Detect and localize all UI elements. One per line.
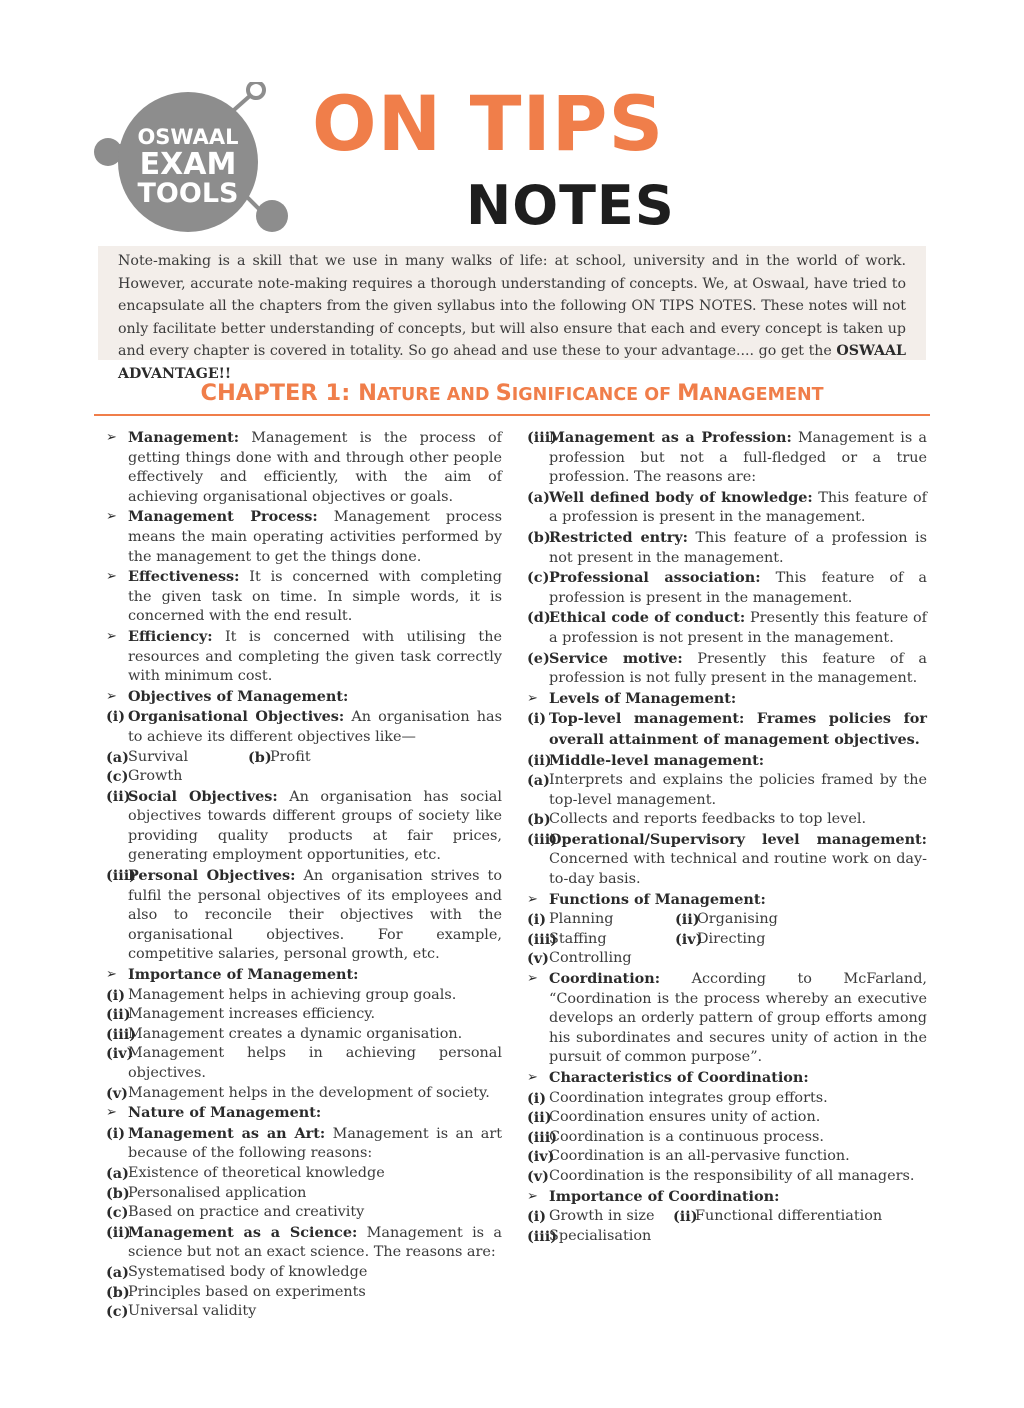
item-marker: ➢ <box>527 891 538 907</box>
item-text: This feature of a profession is not present in the management. <box>549 529 927 566</box>
item-marker: (iii) <box>527 1128 558 1146</box>
item-label: Functions of Management: <box>549 890 766 908</box>
item-marker: (ii) <box>106 787 131 805</box>
item-marker: ➢ <box>527 690 538 706</box>
item-marker: (v) <box>106 1084 128 1102</box>
item-marker: (ii) <box>527 751 552 769</box>
right-item <box>527 751 927 772</box>
item-marker: (iv) <box>527 1148 555 1166</box>
item-marker: ➢ <box>527 1188 538 1204</box>
item-marker: ➢ <box>106 688 117 704</box>
item-marker: (c) <box>106 1204 129 1222</box>
item-text: Functional differentiation <box>695 1208 883 1225</box>
right-item <box>527 528 927 568</box>
left-item <box>248 748 311 768</box>
chapter-word-3-cap: M <box>677 380 700 406</box>
item-marker: ➢ <box>106 430 117 445</box>
item-marker: ➢ <box>106 509 117 525</box>
intro-box <box>98 246 926 382</box>
item-marker: ➢ <box>527 1070 538 1085</box>
item-marker: (b) <box>106 1184 130 1202</box>
right-item <box>527 1207 673 1227</box>
item-text: It is concerned with utilising the resources and completing the given task correctly with minimum cost. <box>128 628 502 685</box>
item-label: Ethical code of conduct: <box>549 609 746 627</box>
item-text: Management helps in achieving personal objectives. <box>128 1045 502 1081</box>
logo-line-2: EXAM <box>139 147 237 182</box>
item-label: Personal Objectives: <box>128 867 296 885</box>
item-text: This feature of a profession is present in the management. <box>549 489 927 526</box>
chapter-word-2-cap: S <box>495 380 512 406</box>
right-item <box>527 649 927 689</box>
left-item <box>106 1203 502 1223</box>
item-label: Professional association: <box>549 569 761 587</box>
right-item <box>527 1147 927 1167</box>
intro-emphasis: OSWAAL ADVANTAGE!! <box>118 343 906 382</box>
right-item <box>527 568 927 608</box>
item-text: Coordination ensures unity of action. <box>549 1109 821 1126</box>
item-label: Well defined body of knowledge: <box>549 488 813 506</box>
left-item <box>106 1103 502 1124</box>
right-item <box>527 771 927 810</box>
item-marker: (c) <box>106 768 129 786</box>
item-text: Controlling <box>549 950 632 967</box>
item-label: Nature of Management: <box>128 1104 322 1122</box>
item-label: Efficiency: <box>128 627 213 645</box>
left-item <box>106 1302 502 1322</box>
item-text: Staffing <box>549 930 607 947</box>
left-item <box>106 748 248 768</box>
right-item <box>527 930 675 950</box>
item-marker: (c) <box>106 1303 129 1321</box>
item-label: Characteristics of Coordination: <box>549 1069 809 1086</box>
item-marker: (ii) <box>527 1109 552 1127</box>
item-label: Management as a Science: <box>128 1223 358 1241</box>
item-text: Interprets and explains the policies framed by the top-level management. <box>549 772 927 808</box>
left-item <box>106 707 502 747</box>
item-text: Management is a science but not an exact science. The reasons are: <box>128 1224 502 1261</box>
right-item <box>527 428 927 488</box>
right-item <box>527 1167 927 1187</box>
item-text: Coordination is the responsibility of all managers. <box>549 1167 915 1184</box>
right-pair-row <box>527 910 927 930</box>
item-text: Concerned with technical and routine work on day-to-day basis. <box>549 851 927 888</box>
item-marker: (iii) <box>527 930 558 948</box>
right-column <box>527 428 927 1246</box>
item-marker: (i) <box>527 710 547 728</box>
right-item <box>527 488 927 528</box>
item-label: Importance of Coordination: <box>549 1187 780 1205</box>
item-text: According to McFarland, “Coordination is the process whereby an executive develops an orderly pattern of group efforts among his subordinates and secures unity of action in the pursuit of common purpose”. <box>549 971 927 1066</box>
item-marker: ➢ <box>106 628 117 644</box>
item-marker: (b) <box>248 748 272 766</box>
right-item <box>527 608 927 648</box>
right-item <box>527 910 675 930</box>
right-item <box>675 910 778 930</box>
item-text: This feature of a profession is present in the management. <box>549 570 927 606</box>
item-text: Organising <box>697 911 778 928</box>
right-item <box>527 689 927 710</box>
left-item <box>106 787 502 866</box>
item-text: Personalised application <box>128 1184 307 1201</box>
item-marker: (iii) <box>527 429 558 446</box>
item-text: Principles based on experiments <box>128 1283 366 1300</box>
right-item <box>527 1187 927 1208</box>
right-item <box>527 969 927 1068</box>
item-label: Management as an Art: <box>128 1124 326 1142</box>
left-item <box>106 1164 502 1184</box>
item-text: An organisation has to achieve its different objectives like— <box>128 709 503 745</box>
right-item <box>527 1068 927 1089</box>
item-text: Profit <box>270 748 311 765</box>
oswaal-exam-tools-logo <box>92 82 292 242</box>
item-text: Management is an art because of the following reasons: <box>128 1125 503 1162</box>
item-marker: (ii) <box>106 1223 131 1241</box>
right-item <box>527 830 927 890</box>
item-text: Coordination is a continuous process. <box>549 1128 824 1145</box>
logo-line-3: TOOLS <box>137 178 239 209</box>
right-pair-row <box>527 930 927 950</box>
chapter-word-3-rest: ANAGEMENT <box>699 385 824 405</box>
item-marker: (i) <box>106 1124 126 1142</box>
item-marker: (i) <box>527 1089 547 1107</box>
left-item <box>106 965 502 986</box>
item-text: An organisation has social objectives towards different groups of society like providing quality products at fair prices, generating employment opportunities, etc. <box>128 788 502 864</box>
chapter-prefix: CHAPTER 1: <box>200 380 359 406</box>
item-label: Operational/Supervisory level management: <box>549 830 927 848</box>
item-label: Service motive: <box>549 649 683 667</box>
item-marker: (i) <box>527 1208 547 1226</box>
item-text: Systematised body of knowledge <box>128 1263 368 1280</box>
item-label: Middle-level management: <box>549 751 765 769</box>
left-item <box>106 1223 502 1263</box>
item-marker: (v) <box>527 1167 549 1185</box>
item-marker: (iii) <box>106 1025 137 1043</box>
item-text: Growth <box>128 768 183 785</box>
item-marker: ➢ <box>527 971 538 987</box>
item-label: Restricted entry: <box>549 528 688 546</box>
item-marker: (ii) <box>673 1208 698 1226</box>
logo-line-1: OSWAAL <box>137 125 239 149</box>
item-marker: ➢ <box>106 569 117 585</box>
item-text: Management is the process of getting things done with and through other people effectively and efficiently, with the aim of achieving organisational objectives or goals. <box>128 430 502 505</box>
item-label: Social Objectives: <box>128 787 278 805</box>
left-item <box>106 507 502 567</box>
item-marker: (a) <box>106 1164 129 1182</box>
left-item <box>106 1184 502 1204</box>
left-item <box>106 986 502 1006</box>
right-item <box>527 810 927 830</box>
left-item <box>106 1124 502 1164</box>
item-marker: ➢ <box>106 967 117 983</box>
page-title: ON TIPS <box>312 79 665 168</box>
right-item <box>527 890 927 911</box>
item-marker: (iv) <box>675 930 703 948</box>
item-text: Specialisation <box>549 1227 652 1244</box>
page-subtitle: NOTES <box>466 174 675 237</box>
item-text: Planning <box>549 911 614 928</box>
item-text: It is concerned with completing the given task on time. In simple words, it is concerned with the end result. <box>128 569 502 625</box>
item-marker: (iv) <box>106 1045 134 1063</box>
item-text: Growth in size <box>549 1208 655 1225</box>
left-item <box>106 567 502 627</box>
left-item <box>106 1283 502 1303</box>
item-text: Management helps in achieving group goals. <box>128 986 457 1003</box>
chapter-word-1-rest: ATURE AND <box>376 385 496 405</box>
item-marker: ➢ <box>106 1105 117 1121</box>
item-text: Directing <box>697 930 766 947</box>
item-text: Based on practice and creativity <box>128 1204 365 1221</box>
left-item <box>106 428 502 507</box>
left-item <box>106 687 502 708</box>
item-marker: (ii) <box>675 911 700 929</box>
chapter-heading <box>94 376 930 412</box>
item-marker: (i) <box>527 911 547 929</box>
left-item <box>106 1084 502 1104</box>
item-marker: (v) <box>527 950 549 968</box>
item-label: Importance of Management: <box>128 966 359 984</box>
item-marker: (i) <box>106 986 126 1004</box>
right-item <box>527 1128 927 1148</box>
item-text: Universal validity <box>128 1303 257 1320</box>
item-label: Organisational Objectives: <box>128 708 345 726</box>
item-marker: (e) <box>527 649 550 667</box>
item-text: Presently this feature of a profession is not fully present in the management. <box>549 650 927 687</box>
item-text: Coordination is an all-pervasive function. <box>549 1148 850 1165</box>
right-item <box>527 949 927 969</box>
item-marker: (a) <box>106 1263 129 1281</box>
left-pair-row <box>106 748 502 768</box>
item-label: Effectiveness: <box>128 568 240 586</box>
item-marker: (b) <box>106 1283 130 1301</box>
right-item <box>673 1207 882 1227</box>
item-marker: (a) <box>527 488 550 506</box>
left-item <box>106 1005 502 1025</box>
right-item <box>527 709 927 750</box>
item-marker: (i) <box>106 708 126 726</box>
item-label: Management Process: <box>128 508 318 526</box>
item-marker: (iii) <box>527 1227 558 1245</box>
left-item <box>106 627 502 687</box>
item-text: Management creates a dynamic organisation. <box>128 1025 463 1042</box>
item-text: Management helps in the development of society. <box>128 1084 490 1101</box>
item-marker: (d) <box>527 609 551 627</box>
left-item <box>106 1044 502 1083</box>
left-item <box>106 1025 502 1045</box>
chapter-word-2-rest: IGNIFICANCE OF <box>511 385 678 405</box>
item-marker: (c) <box>527 569 550 587</box>
intro-text: Note-making is a skill that we use in many walks of life: at school, university and in the world of work. However, accurate note-making requires a thorough understanding of concepts. We, at Oswaal, have tried to encapsulate all the chapters from the given syllabus into the following ON TIPS NOTES. These notes will not only facilitate better understanding of concepts, but will also ensure that each and every concept is taken up and every chapter is covered in totality. So go ahead and use these to your advantage.... go get the <box>118 253 906 360</box>
item-marker: (a) <box>527 772 550 790</box>
right-item <box>527 1227 927 1247</box>
item-marker: (iii) <box>527 830 558 848</box>
right-item <box>527 1108 927 1128</box>
item-marker: (b) <box>527 811 551 829</box>
chapter-word-1-cap: N <box>358 380 377 406</box>
item-text: Management process means the main operating activities performed by the management to get the things done. <box>128 509 502 565</box>
item-text: Management is a profession but not a full-fledged or a true profession. The reasons are: <box>549 430 927 486</box>
item-label: Coordination: <box>549 970 661 988</box>
item-label: Objectives of Management: <box>128 687 349 705</box>
item-text: Collects and reports feedbacks to top level. <box>549 811 867 828</box>
item-text: Survival <box>128 748 189 765</box>
left-item <box>106 866 502 965</box>
item-text: Existence of theoretical knowledge <box>128 1164 385 1181</box>
right-item <box>675 930 765 950</box>
item-label: Levels of Management: <box>549 689 737 707</box>
item-text: Presently this feature of a profession is not present in the management. <box>549 610 927 646</box>
left-column <box>106 428 502 1322</box>
item-label: Management as a Profession: <box>549 429 792 446</box>
item-label: Management: <box>128 429 240 446</box>
chapter-divider <box>94 414 930 416</box>
right-item <box>527 1089 927 1109</box>
item-marker: (a) <box>106 748 129 766</box>
item-text: Coordination integrates group efforts. <box>549 1089 828 1106</box>
item-text: Management increases efficiency. <box>128 1006 376 1023</box>
item-marker: (b) <box>527 528 551 546</box>
item-marker: (iii) <box>106 867 137 885</box>
left-item <box>106 1263 502 1283</box>
left-item <box>106 767 502 787</box>
item-text: An organisation strives to fulfil the personal objectives of its employees and also to reconcile their objectives with the organisational objectives. For example, competitive salaries, personal growth, etc. <box>128 868 503 963</box>
item-marker: (ii) <box>106 1006 131 1024</box>
item-label: Top-level management: Frames policies for overall attainment of management objectives. <box>549 710 927 748</box>
right-pair-row <box>527 1207 927 1227</box>
